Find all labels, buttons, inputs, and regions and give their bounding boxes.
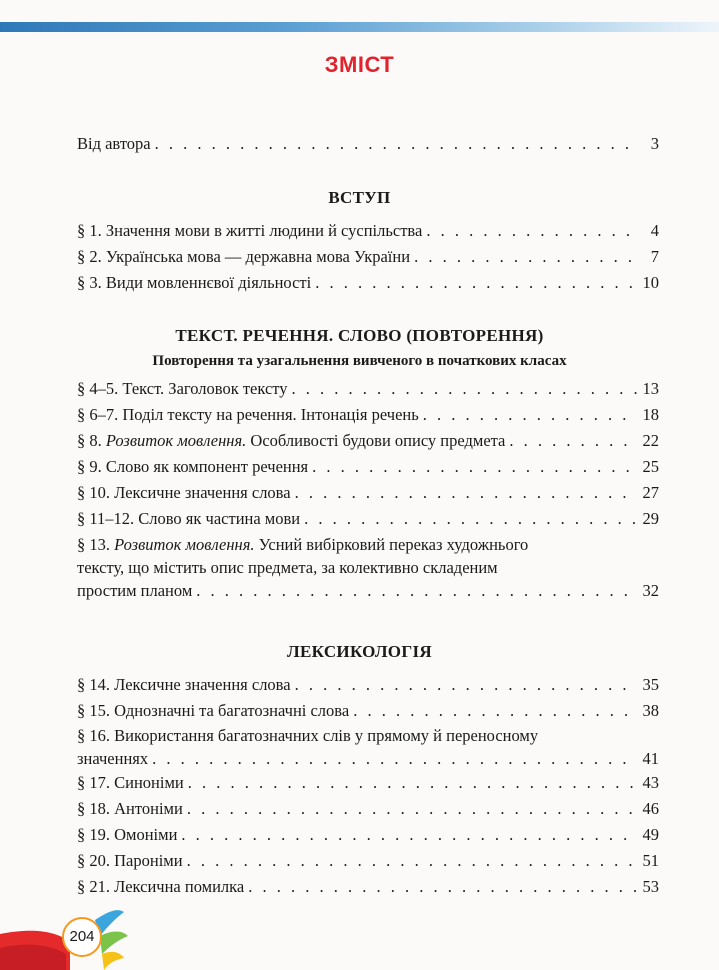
toc-entry[interactable]: § 21. Лексична помилка . . . 53 xyxy=(77,874,659,900)
page-ref: 4 xyxy=(650,221,659,240)
leader-dots xyxy=(188,770,637,796)
leader-dots xyxy=(423,402,637,428)
page-number-badge: 204 xyxy=(62,917,102,957)
section-heading-text: ТЕКСТ. РЕЧЕННЯ. СЛОВО (ПОВТОРЕННЯ) xyxy=(175,326,544,345)
section-heading-vstup: ВСТУП xyxy=(328,188,391,207)
page-ref: 13 xyxy=(642,379,659,398)
leader-dots xyxy=(312,454,637,480)
leader-dots xyxy=(295,480,637,506)
toc-entry[interactable]: § 3. Види мовленнєвої діяльності . . . 10 xyxy=(77,270,659,296)
leader-dots xyxy=(196,579,637,602)
page-ref: 27 xyxy=(642,483,659,502)
toc-entry[interactable]: § 14. Лексичне значення слова . . . 35 xyxy=(77,672,659,698)
toc-entry[interactable]: § 15. Однозначні та багатозначні слова . . . 38 xyxy=(77,698,659,724)
page-ref: 51 xyxy=(642,851,659,870)
page-ref: 46 xyxy=(642,799,659,818)
toc-entry[interactable]: § 8. Розвиток мовлення. Особливості будови опису предмета . . . 22 xyxy=(77,428,659,454)
page-ref: 3 xyxy=(650,134,659,153)
toc-entry-multiline[interactable]: § 16. Використання багатозначних слів у прямому й переносному значеннях . . . 41 xyxy=(77,724,659,770)
toc-entry[interactable]: § 6–7. Поділ тексту на речення. Інтонація речень . . . 18 xyxy=(77,402,659,428)
page-ref: 53 xyxy=(642,877,659,896)
leader-dots xyxy=(181,822,637,848)
page-ref: 35 xyxy=(642,675,659,694)
toc-entry[interactable]: § 17. Синоніми . . . 43 xyxy=(77,770,659,796)
toc-entry-intro[interactable]: Від автора . . . 3 xyxy=(77,131,659,157)
leader-dots xyxy=(315,270,637,296)
leader-dots xyxy=(509,428,637,454)
leader-dots xyxy=(187,796,637,822)
leader-dots xyxy=(248,874,637,900)
toc-entry[interactable]: § 19. Омоніми . . . 49 xyxy=(77,822,659,848)
page-ref: 22 xyxy=(642,431,659,450)
leader-dots xyxy=(155,131,637,157)
toc-entry[interactable]: § 4–5. Текст. Заголовок тексту . . . 13 xyxy=(77,376,659,402)
leader-dots xyxy=(187,848,637,874)
header-gradient-bar xyxy=(0,22,719,32)
page-ref: 18 xyxy=(642,405,659,424)
leader-dots xyxy=(292,376,637,402)
leader-dots xyxy=(414,244,637,270)
page-ref: 25 xyxy=(642,457,659,476)
section-subheading: Повторення та узагальнення вивченого в початкових класах xyxy=(152,353,567,369)
page-ref: 38 xyxy=(642,701,659,720)
toc-entry[interactable]: § 20. Пароніми . . . 51 xyxy=(77,848,659,874)
leader-dots xyxy=(152,747,637,770)
section-heading-leksykologiya: ЛЕКСИКОЛОГІЯ xyxy=(287,642,432,661)
toc-entry-multiline[interactable]: § 13. Розвиток мовлення. Усний вибірковий переказ художнього тексту, що містить опис предмета, за колективно складеним простим планом . . . 32 xyxy=(77,533,659,602)
toc-entry[interactable]: § 9. Слово як компонент речення . . . 25 xyxy=(77,454,659,480)
toc-entry[interactable]: § 1. Значення мови в житті людини й суспільства . . . 4 xyxy=(77,218,659,244)
page-ref: 49 xyxy=(642,825,659,844)
page-title: ЗМІСТ xyxy=(324,52,395,77)
leader-dots xyxy=(353,698,637,724)
leader-dots xyxy=(426,218,637,244)
toc-entry[interactable]: § 2. Українська мова — державна мова України . . . 7 xyxy=(77,244,659,270)
page-ref: 32 xyxy=(642,581,659,600)
toc-entry[interactable]: § 18. Антоніми . . . 46 xyxy=(77,796,659,822)
toc-entry[interactable]: § 11–12. Слово як частина мови . . . 29 xyxy=(77,506,659,532)
leader-dots xyxy=(304,506,637,532)
page-ref: 41 xyxy=(642,749,659,768)
toc-entry[interactable]: § 10. Лексичне значення слова . . . 27 xyxy=(77,480,659,506)
page-ref: 10 xyxy=(642,273,659,292)
page-ref: 43 xyxy=(642,773,659,792)
leader-dots xyxy=(295,672,637,698)
page-ref: 7 xyxy=(650,247,659,266)
page-ref: 29 xyxy=(642,509,659,528)
